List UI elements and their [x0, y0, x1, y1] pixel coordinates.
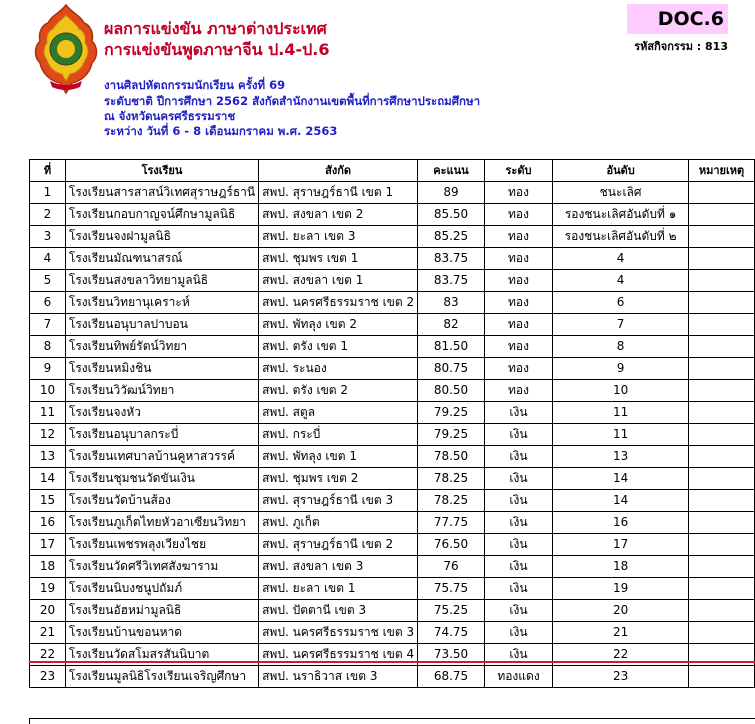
cell-level: ทอง: [484, 204, 552, 226]
cell-rank: 17: [553, 534, 689, 556]
cell-level: เงิน: [484, 534, 552, 556]
table-row: [30, 622, 755, 644]
cell-rank: 13: [553, 446, 689, 468]
cell-note: [689, 292, 755, 314]
cell-no: 18: [30, 556, 66, 578]
cell-level: เงิน: [484, 578, 552, 600]
table-row: [30, 358, 755, 380]
table-row: [30, 534, 755, 556]
table-row: [30, 600, 755, 622]
table-row: [30, 556, 755, 578]
cell-school: โรงเรียนกอบกาญจน์ศึกษามูลนิธิ: [65, 204, 258, 226]
table-row: [30, 270, 755, 292]
header-area: สังกัด: [259, 160, 418, 182]
cell-area: สพป. กระบี่: [259, 424, 418, 446]
cell-no: 19: [30, 578, 66, 600]
cell-rank: 20: [553, 600, 689, 622]
info-line-4: ระหว่าง วันที่ 6 - 8 เดือนมกราคม พ.ศ. 2563: [104, 124, 338, 138]
cell-area: สพป. สงขลา เขต 3: [259, 556, 418, 578]
table-continuation-edge: [29, 718, 755, 724]
header-school: โรงเรียน: [65, 160, 258, 182]
cell-no: 22: [30, 644, 66, 666]
cell-school: โรงเรียนเพชรพลุงเวียงไชย: [65, 534, 258, 556]
cell-school: โรงเรียนอัฮหม่ามูลนิธิ: [65, 600, 258, 622]
cell-school: โรงเรียนอนุบาลกระบี่: [65, 424, 258, 446]
cell-no: 16: [30, 512, 66, 534]
cell-area: สพป. ภูเก็ต: [259, 512, 418, 534]
cell-level: เงิน: [484, 644, 552, 666]
info-line-3: ณ จังหวัดนครศรีธรรมราช: [104, 109, 236, 123]
cell-no: 8: [30, 336, 66, 358]
cell-level: ทอง: [484, 292, 552, 314]
cell-area: สพป. ยะลา เขต 1: [259, 578, 418, 600]
table-row: [30, 336, 755, 358]
cell-rank: รองชนะเลิศอันดับที่ ๑: [553, 204, 689, 226]
cell-area: สพป. สุราษฎร์ธานี เขต 2: [259, 534, 418, 556]
cell-note: [689, 512, 755, 534]
cell-level: ทอง: [484, 314, 552, 336]
cell-score: 77.75: [418, 512, 485, 534]
cell-score: 74.75: [418, 622, 485, 644]
cell-area: สพป. นครศรีธรรมราช เขต 2: [259, 292, 418, 314]
cell-level: เงิน: [484, 600, 552, 622]
cell-score: 83.75: [418, 248, 485, 270]
cell-score: 89: [418, 182, 485, 204]
cell-rank: 11: [553, 424, 689, 446]
cell-no: 2: [30, 204, 66, 226]
cell-area: สพป. ปัตตานี เขต 3: [259, 600, 418, 622]
cell-rank: 9: [553, 358, 689, 380]
table-row: [30, 314, 755, 336]
cell-area: สพป. สงขลา เขต 1: [259, 270, 418, 292]
cell-note: [689, 182, 755, 204]
cell-no: 6: [30, 292, 66, 314]
cell-rank: 4: [553, 270, 689, 292]
cell-no: 14: [30, 468, 66, 490]
cell-school: โรงเรียนอนุบาลปาบอน: [65, 314, 258, 336]
cell-level: ทอง: [484, 226, 552, 248]
cell-level: เงิน: [484, 446, 552, 468]
header-score: คะแนน: [418, 160, 485, 182]
cell-area: สพป. นราธิวาส เขต 3: [259, 666, 418, 688]
cell-area: สพป. นครศรีธรรมราช เขต 4: [259, 644, 418, 666]
cell-area: สพป. ตรัง เขต 1: [259, 336, 418, 358]
cell-note: [689, 600, 755, 622]
cell-rank: 22: [553, 644, 689, 666]
cell-no: 7: [30, 314, 66, 336]
cell-no: 9: [30, 358, 66, 380]
cell-note: [689, 424, 755, 446]
cell-rank: 14: [553, 468, 689, 490]
table-row: [30, 182, 755, 204]
cell-area: สพป. ตรัง เขต 2: [259, 380, 418, 402]
cell-school: โรงเรียนทิพย์รัตน์วิทยา: [65, 336, 258, 358]
title-line-2: การแข่งขันพูดภาษาจีน ป.4-ป.6: [104, 40, 330, 59]
doc-badge: DOC.6: [627, 4, 728, 34]
cell-school: โรงเรียนมูลนิธิโรงเรียนเจริญศึกษา: [65, 666, 258, 688]
cell-score: 76.50: [418, 534, 485, 556]
cell-note: [689, 358, 755, 380]
cell-rank: 19: [553, 578, 689, 600]
cell-note: [689, 666, 755, 688]
cell-score: 68.75: [418, 666, 485, 688]
cell-note: [689, 578, 755, 600]
cell-note: [689, 270, 755, 292]
header-note: หมายเหตุ: [689, 160, 755, 182]
cell-no: 21: [30, 622, 66, 644]
cell-note: [689, 402, 755, 424]
cell-score: 75.75: [418, 578, 485, 600]
cell-rank: 23: [553, 666, 689, 688]
cell-level: เงิน: [484, 622, 552, 644]
cell-no: 13: [30, 446, 66, 468]
cell-score: 79.25: [418, 424, 485, 446]
cell-level: ทอง: [484, 248, 552, 270]
cell-school: โรงเรียนวิวัฒน์วิทยา: [65, 380, 258, 402]
cell-area: สพป. ชุมพร เขต 2: [259, 468, 418, 490]
cell-area: สพป. ระนอง: [259, 358, 418, 380]
cell-area: สพป. สุราษฎร์ธานี เขต 1: [259, 182, 418, 204]
cell-level: เงิน: [484, 556, 552, 578]
cell-rank: 8: [553, 336, 689, 358]
cell-rank: รองชนะเลิศอันดับที่ ๒: [553, 226, 689, 248]
cell-level: ทองแดง: [484, 666, 552, 688]
cell-no: 5: [30, 270, 66, 292]
cell-score: 80.75: [418, 358, 485, 380]
highlight-marker-line: [29, 661, 755, 663]
cell-school: โรงเรียนวัดสโมสรสันนิบาต: [65, 644, 258, 666]
cell-rank: 7: [553, 314, 689, 336]
header-no: ที่: [30, 160, 66, 182]
cell-note: [689, 468, 755, 490]
cell-rank: 21: [553, 622, 689, 644]
cell-note: [689, 336, 755, 358]
cell-school: โรงเรียนนิบงชนูปถัมภ์: [65, 578, 258, 600]
cell-score: 78.25: [418, 490, 485, 512]
info-line-1: งานศิลปหัตถกรรมนักเรียน ครั้งที่ 69: [104, 78, 286, 92]
table-row: [30, 468, 755, 490]
cell-note: [689, 380, 755, 402]
activity-code: รหัสกิจกรรม : 813: [634, 40, 728, 53]
cell-score: 76: [418, 556, 485, 578]
info-line-2: ระดับชาติ ปีการศึกษา 2562 สังกัดสำนักงานเขตพื้นที่การศึกษาประถมศึกษา: [104, 94, 481, 108]
cell-school: โรงเรียนสารสาสน์วิเทศสุราษฎร์ธานี: [65, 182, 258, 204]
cell-score: 78.25: [418, 468, 485, 490]
cell-school: โรงเรียนจงฝามูลนิธิ: [65, 226, 258, 248]
cell-level: เงิน: [484, 512, 552, 534]
cell-score: 73.50: [418, 644, 485, 666]
cell-score: 85.25: [418, 226, 485, 248]
cell-school: โรงเรียนวัดศรีวิเทศสังฆาราม: [65, 556, 258, 578]
cell-school: โรงเรียนวิทยานุเคราะห์: [65, 292, 258, 314]
cell-note: [689, 226, 755, 248]
cell-area: สพป. พัทลุง เขต 2: [259, 314, 418, 336]
cell-score: 85.50: [418, 204, 485, 226]
cell-no: 12: [30, 424, 66, 446]
cell-area: สพป. ชุมพร เขต 1: [259, 248, 418, 270]
cell-score: 83: [418, 292, 485, 314]
cell-school: โรงเรียนวัดบ้านส้อง: [65, 490, 258, 512]
cell-no: 17: [30, 534, 66, 556]
cell-rank: ชนะเลิศ: [553, 182, 689, 204]
cell-school: โรงเรียนหมิงชิน: [65, 358, 258, 380]
header-level: ระดับ: [484, 160, 552, 182]
cell-school: โรงเรียนเทศบาลบ้านคูหาสวรรค์: [65, 446, 258, 468]
cell-no: 4: [30, 248, 66, 270]
cell-school: โรงเรียนจงหัว: [65, 402, 258, 424]
cell-area: สพป. นครศรีธรรมราช เขต 3: [259, 622, 418, 644]
cell-level: ทอง: [484, 182, 552, 204]
cell-no: 3: [30, 226, 66, 248]
table-row: [30, 248, 755, 270]
cell-school: โรงเรียนชุมชนวัดขันเงิน: [65, 468, 258, 490]
cell-no: 10: [30, 380, 66, 402]
cell-school: โรงเรียนภูเก็ตไทยหัวอาเซียนวิทยา: [65, 512, 258, 534]
cell-level: ทอง: [484, 358, 552, 380]
table-row: [30, 226, 755, 248]
title-line-1: ผลการแข่งขัน ภาษาต่างประเทศ: [104, 19, 327, 38]
cell-level: เงิน: [484, 468, 552, 490]
cell-no: 23: [30, 666, 66, 688]
header-rank: อันดับ: [553, 160, 689, 182]
cell-area: สพป. พัทลุง เขต 1: [259, 446, 418, 468]
cell-level: ทอง: [484, 380, 552, 402]
cell-rank: 10: [553, 380, 689, 402]
table-row: [30, 512, 755, 534]
cell-rank: 14: [553, 490, 689, 512]
cell-note: [689, 622, 755, 644]
cell-rank: 18: [553, 556, 689, 578]
table-row: [30, 402, 755, 424]
cell-note: [689, 556, 755, 578]
cell-area: สพป. สุราษฎร์ธานี เขต 3: [259, 490, 418, 512]
cell-score: 81.50: [418, 336, 485, 358]
table-row: [30, 490, 755, 512]
cell-level: ทอง: [484, 336, 552, 358]
cell-rank: 4: [553, 248, 689, 270]
table-row: [30, 446, 755, 468]
cell-no: 20: [30, 600, 66, 622]
table-row: [30, 380, 755, 402]
school-emblem-logo: [30, 3, 102, 95]
results-table: [29, 159, 755, 688]
cell-note: [689, 248, 755, 270]
cell-score: 80.50: [418, 380, 485, 402]
cell-note: [689, 314, 755, 336]
table-header-row: [30, 160, 755, 182]
cell-no: 11: [30, 402, 66, 424]
cell-note: [689, 446, 755, 468]
cell-level: ทอง: [484, 270, 552, 292]
table-row: [30, 292, 755, 314]
cell-note: [689, 490, 755, 512]
cell-school: โรงเรียนบ้านขอนหาด: [65, 622, 258, 644]
cell-area: สพป. สงขลา เขต 2: [259, 204, 418, 226]
cell-no: 15: [30, 490, 66, 512]
cell-level: เงิน: [484, 402, 552, 424]
cell-school: โรงเรียนสงขลาวิทยามูลนิธิ: [65, 270, 258, 292]
cell-level: เงิน: [484, 490, 552, 512]
cell-note: [689, 204, 755, 226]
cell-note: [689, 534, 755, 556]
cell-score: 75.25: [418, 600, 485, 622]
cell-school: โรงเรียนมัณฑนาสรณ์: [65, 248, 258, 270]
cell-score: 79.25: [418, 402, 485, 424]
cell-level: เงิน: [484, 424, 552, 446]
cell-score: 82: [418, 314, 485, 336]
cell-score: 78.50: [418, 446, 485, 468]
cell-rank: 11: [553, 402, 689, 424]
cell-no: 1: [30, 182, 66, 204]
table-row: [30, 578, 755, 600]
cell-area: สพป. สตูล: [259, 402, 418, 424]
cell-rank: 6: [553, 292, 689, 314]
cell-rank: 16: [553, 512, 689, 534]
cell-area: สพป. ยะลา เขต 3: [259, 226, 418, 248]
table-row: [30, 204, 755, 226]
cell-score: 83.75: [418, 270, 485, 292]
table-row: [30, 424, 755, 446]
table-row: [30, 666, 755, 688]
